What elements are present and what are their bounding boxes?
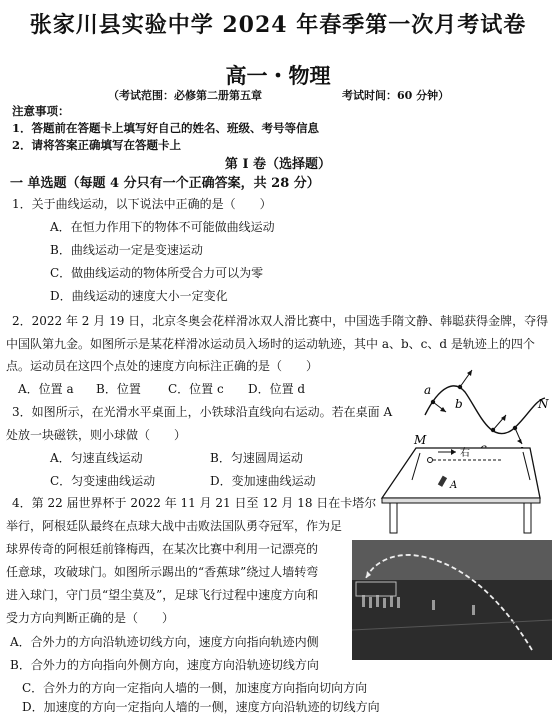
q2-option-b: B．位置 xyxy=(96,382,141,396)
q1-option-d: D．曲线运动的速度大小一定变化 xyxy=(50,289,228,303)
exam-title: 张家川县实验中学 2024 年春季第一次月考试卷 xyxy=(29,12,527,38)
q4-line-3: 球界传奇的阿根廷前锋梅西，在某次比赛中利用一记漂亮的 xyxy=(6,542,319,556)
volume-title: 第 I 卷（选择题） xyxy=(224,157,332,172)
q2-option-a: A．位置 a xyxy=(18,382,74,396)
q3-option-a: A．匀速直线运动 xyxy=(50,451,143,465)
q1-stem: 1．关于曲线运动，以下说法中正确的是（ ） xyxy=(12,197,272,211)
label-b: b xyxy=(455,397,463,411)
q4-line-6: 受力方向判断正确的是（ ） xyxy=(6,611,175,625)
q1-option-b: B．曲线运动一定是变速运动 xyxy=(50,243,203,257)
q4-line-2: 举行，阿根廷队最终在点球大战中击败法国队勇夺冠军，作为足 xyxy=(6,519,343,533)
q4-option-a: A．合外力的方向沿轨迹切线方向，速度方向指向轨迹内侧 xyxy=(10,635,319,649)
q3-line-2: 处放一块磁铁，则小球做（ ） xyxy=(6,428,187,442)
q3-option-b: B．匀速圆周运动 xyxy=(210,451,303,465)
label-a: a xyxy=(424,383,432,397)
exam-scope: （考试范围：必修第二册第五章 xyxy=(108,89,262,102)
q2-option-c: C．位置 c xyxy=(168,382,224,396)
part-title: 一 单选题（每题 4 分只有一个正确答案，共 28 分） xyxy=(10,176,320,191)
q4-line-1: 4．第 22 届世界杯于 2022 年 11 月 21 日至 12 月 18 日在卡塔尔 xyxy=(12,496,377,510)
q2-line-3: 点。运动员在这四个点处的速度方向标注正确的是（ ） xyxy=(6,359,319,373)
q4-stadium-photo xyxy=(352,540,552,660)
q4-line-5: 进入球门，守门员“望尘莫及”，足球飞行过程中速度方向和 xyxy=(6,588,319,602)
label-n: N xyxy=(538,397,549,411)
q3-table-figure xyxy=(368,440,548,540)
q1-option-c: C．做曲线运动的物体所受合力可以为零 xyxy=(50,266,264,280)
label-right: 右 xyxy=(460,448,470,459)
exam-subtitle: 高一・物理 xyxy=(225,63,331,88)
q3-option-c: C．匀变速曲线运动 xyxy=(50,474,156,488)
notes-item-2: 2．请将答案正确填写在答题卡上 xyxy=(12,138,181,152)
q4-line-4: 任意球，攻破球门。如图所示踢出的“香蕉球”绕过人墙转弯 xyxy=(6,565,319,579)
exam-time: 考试时间：60 分钟） xyxy=(342,89,450,102)
q2-line-1: 2．2022 年 2 月 19 日，北京冬奥会花样滑冰双人滑比赛中，中国选手隋文静、韩聪获得金牌，夺得 xyxy=(12,314,549,328)
q3-option-d: D．变加速曲线运动 xyxy=(210,474,316,488)
q1-option-a: A．在恒力作用下的物体不可能做曲线运动 xyxy=(50,220,275,234)
q2-line-2: 中国队第九金。如图所示是某花样滑冰运动员入场时的运动轨迹，其中 a、b、c、d 是轨迹上的四个 xyxy=(6,337,535,351)
iron-ball xyxy=(428,458,433,463)
q2-option-d: D．位置 d xyxy=(248,382,306,396)
q3-line-1: 3．如图所示，在光滑水平桌面上，小铁球沿直线向右运动。若在桌面 A xyxy=(12,405,393,419)
notes-item-1: 1．答题前在答题卡上填写好自己的姓名、班级、考号等信息 xyxy=(12,121,319,135)
label-a-point: A xyxy=(450,480,458,491)
notes-heading: 注意事项： xyxy=(12,104,70,118)
q4-option-b: B．合外力的方向指向外侧方向，速度方向沿轨迹切线方向 xyxy=(10,658,319,672)
label-m: M xyxy=(414,433,427,447)
q4-option-c: C．合外力的方向一定指向人墙的一侧，加速度方向指向切向方向 xyxy=(22,681,368,695)
q4-option-d: D．加速度的方向一定指向人墙的一侧，速度方向沿轨迹的切线方向 xyxy=(22,700,380,714)
